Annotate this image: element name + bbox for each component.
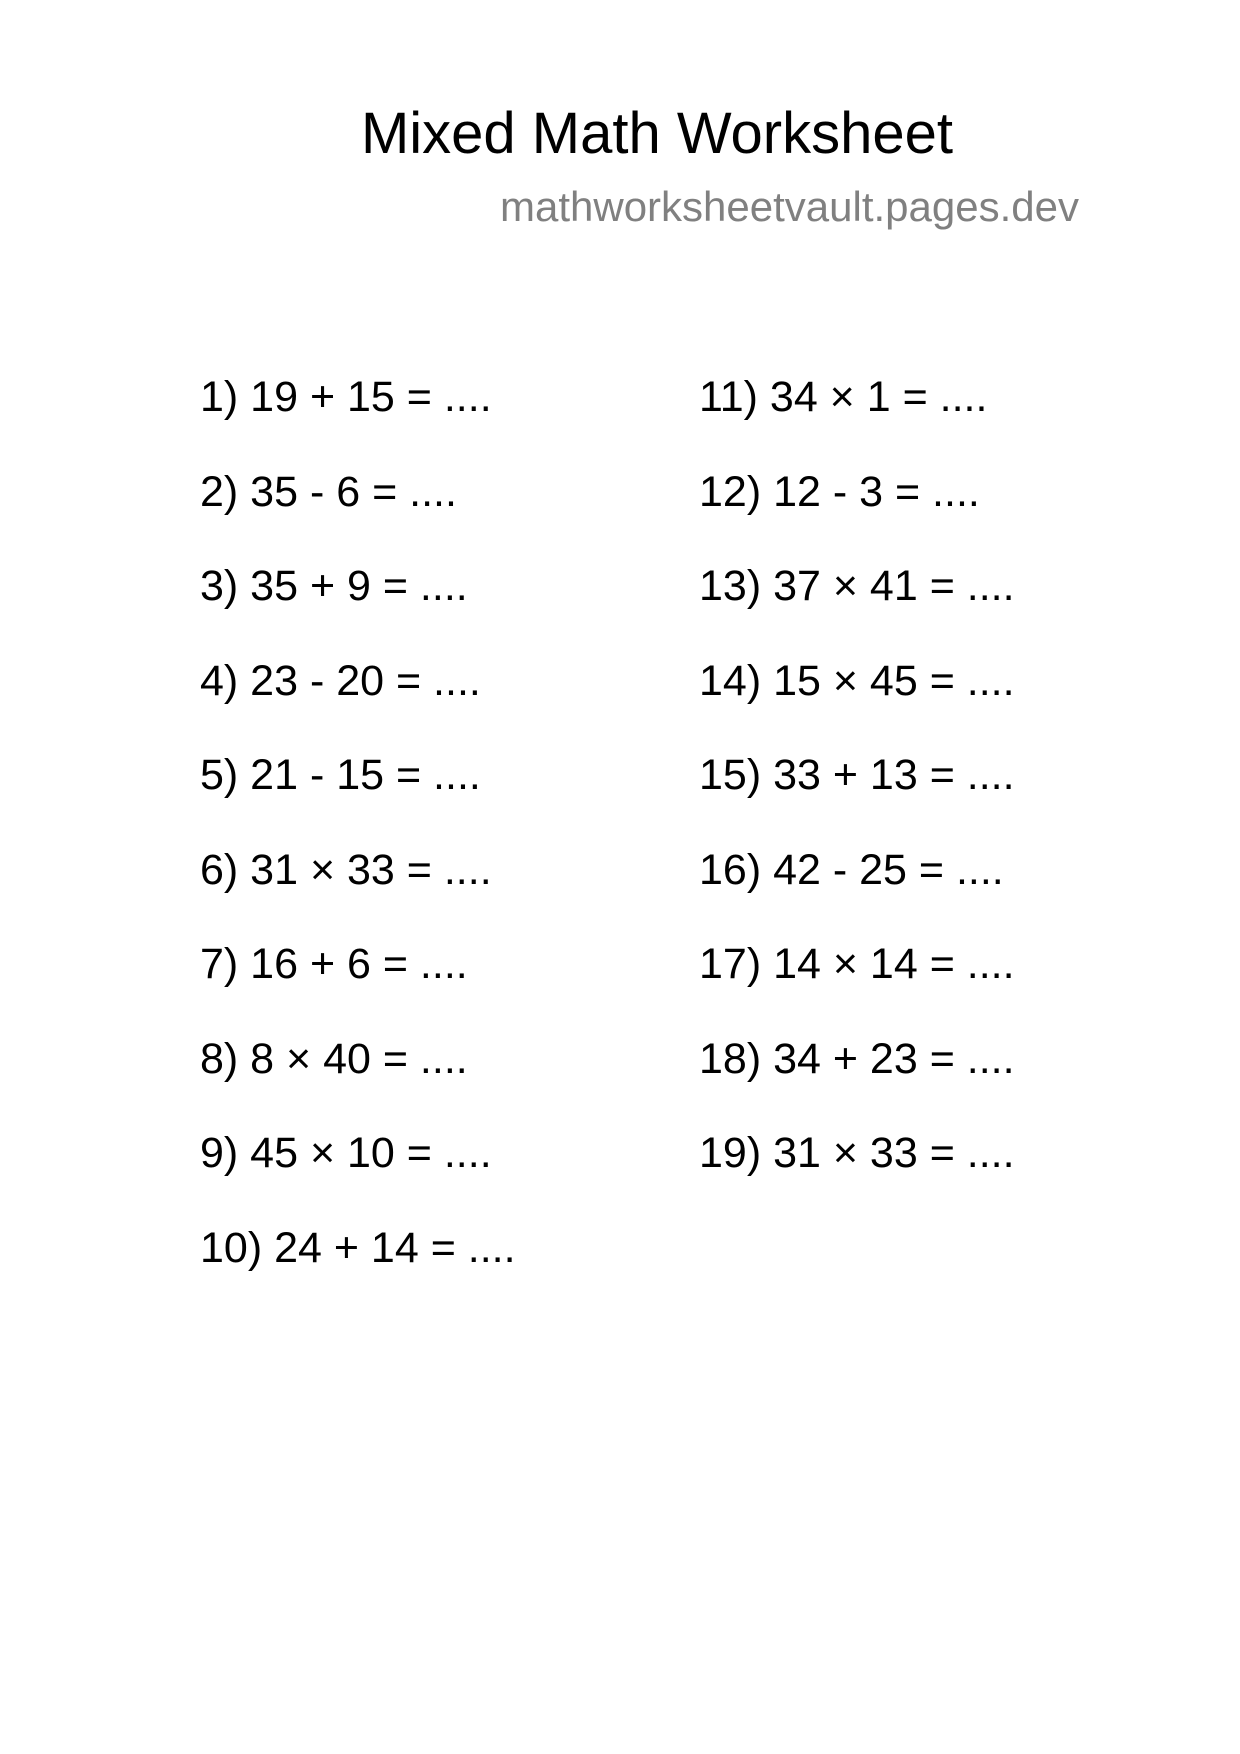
problem-item: 15) 33 + 13 = .... <box>699 751 1015 799</box>
site-url: mathworksheetvault.pages.dev <box>500 183 1079 230</box>
problem-column-left <box>200 350 516 1295</box>
problem-item: 3) 35 + 9 = .... <box>200 562 468 610</box>
problem-item: 18) 34 + 23 = .... <box>699 1034 1015 1083</box>
problem-item: 12) 12 - 3 = .... <box>699 467 980 516</box>
problem-item: 13) 37 × 41 = .... <box>699 562 1015 610</box>
problem-item: 8) 8 × 40 = .... <box>200 1034 468 1083</box>
problem-item: 16) 42 - 25 = .... <box>699 845 1004 894</box>
problem-item: 11) 34 × 1 = .... <box>699 373 988 421</box>
problem-column-right <box>699 350 1015 1201</box>
problem-item: 1) 19 + 15 = .... <box>200 373 492 421</box>
problem-item: 14) 15 × 45 = .... <box>699 656 1015 705</box>
problem-item: 7) 16 + 6 = .... <box>200 940 468 988</box>
problem-item: 6) 31 × 33 = .... <box>200 845 492 894</box>
problem-item: 9) 45 × 10 = .... <box>200 1129 492 1177</box>
problem-item: 17) 14 × 14 = .... <box>699 940 1015 988</box>
problem-item: 19) 31 × 33 = .... <box>699 1129 1015 1177</box>
problem-item: 2) 35 - 6 = .... <box>200 467 457 516</box>
problem-item: 5) 21 - 15 = .... <box>200 751 481 799</box>
problem-item: 10) 24 + 14 = .... <box>200 1223 516 1272</box>
page-title: Mixed Math Worksheet <box>360 101 954 166</box>
problem-item: 4) 23 - 20 = .... <box>200 656 481 705</box>
